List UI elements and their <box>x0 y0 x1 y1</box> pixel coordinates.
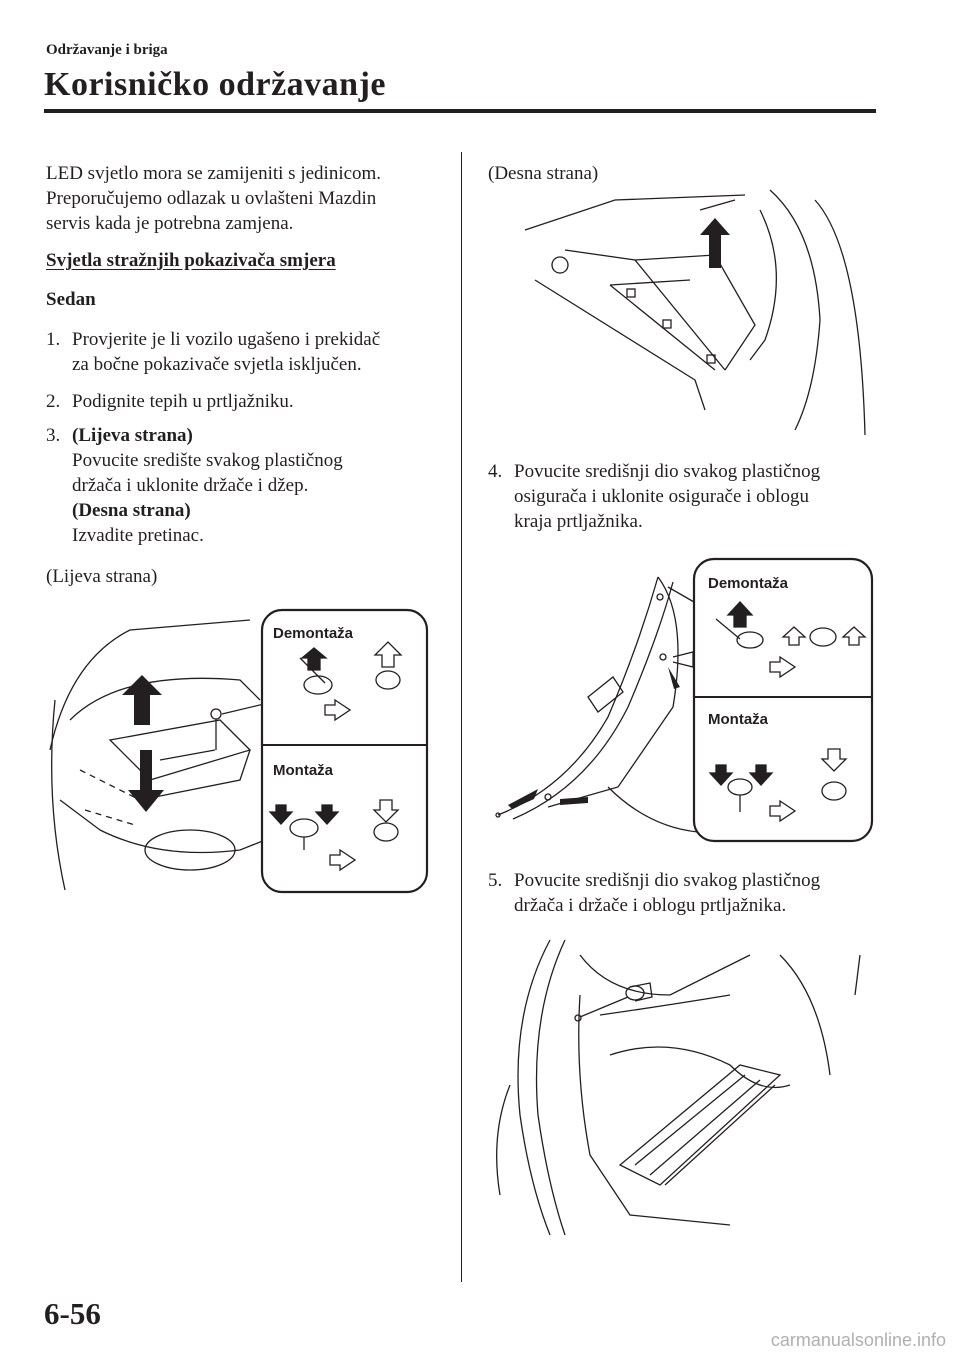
subheading: Sedan <box>46 289 96 310</box>
lining-linework <box>497 940 860 1235</box>
label-demontaza: Demontaža <box>708 575 789 592</box>
step-line: Povucite središnji dio svakog plastičnog <box>514 461 821 482</box>
title-rule <box>44 109 876 113</box>
step3-right-label: (Desna strana) <box>72 500 191 521</box>
clip-icon <box>211 709 221 750</box>
label-montaza: Montaža <box>273 762 333 779</box>
step-number: 4. <box>488 461 503 482</box>
page-number: 6-56 <box>44 1296 101 1331</box>
section-label: Održavanje i briga <box>46 42 168 58</box>
clip-icon <box>575 983 652 1021</box>
up-arrow-icon <box>700 218 730 268</box>
step-5 <box>488 868 820 918</box>
step-4 <box>488 459 820 534</box>
step-number: 5. <box>488 870 503 891</box>
column-divider <box>461 152 462 1282</box>
step-line: držača i uklonite držače i džep. <box>72 475 309 496</box>
callout-box <box>694 559 872 841</box>
trunk-linework <box>525 190 865 435</box>
intro-line: Preporučujemo odlazak u ovlašteni Mazdin <box>46 188 377 209</box>
down-arrow-icon <box>128 750 164 812</box>
intro-line: LED svjetlo mora se zamijeniti s jedinicom. <box>46 163 382 184</box>
label-montaza: Montaža <box>708 711 768 728</box>
intro-line: servis kada je potrebna zamjena. <box>46 213 294 234</box>
step-line: Podignite tepih u prtljažniku. <box>72 391 294 412</box>
watermark: carmanualsonline.info <box>770 1330 946 1350</box>
step-line: za bočne pokazivače svjetla isključen. <box>72 354 362 375</box>
step-line: kraja prtljažnika. <box>514 511 643 532</box>
step-line: Izvadite pretinac. <box>72 525 204 546</box>
up-arrow-icon <box>122 675 162 725</box>
figure-trunk-lining <box>490 935 875 1240</box>
trim-linework <box>496 577 698 832</box>
step-line: Povucite središnji dio svakog plastičnog <box>514 870 821 891</box>
pointer-arrow-icon <box>508 789 538 809</box>
pointer-arrow-icon <box>668 667 680 689</box>
intro-paragraph <box>46 161 381 236</box>
label-demontaza: Demontaža <box>273 625 354 642</box>
step-line: osigurača i uklonite osigurače i oblogu <box>514 486 809 507</box>
callout-box <box>262 610 427 892</box>
step-3 <box>46 423 343 548</box>
step-1 <box>46 327 380 377</box>
trunk-linework <box>50 620 265 890</box>
figure-right-trunk <box>515 190 875 435</box>
step-number: 1. <box>46 329 61 350</box>
page-title: Korisničko održavanje <box>44 66 386 103</box>
step3-left-label: (Lijeva strana) <box>72 425 193 446</box>
step-number: 3. <box>46 425 61 446</box>
step-line: Povucite središte svakog plastičnog <box>72 450 343 471</box>
pointer-arrow-icon <box>560 797 588 805</box>
step-line: Provjerite je li vozilo ugašeno i prekidač <box>72 329 381 350</box>
figure-caption-left: (Lijeva strana) <box>46 566 158 587</box>
figure-caption-right: (Desna strana) <box>488 163 599 184</box>
figure-left-trunk <box>40 600 440 900</box>
step-2 <box>46 389 294 414</box>
section-heading: Svjetla stražnjih pokazivača smjera <box>46 250 336 271</box>
step-number: 2. <box>46 391 61 412</box>
figure-trunk-trim <box>488 557 883 847</box>
step-line: držača i držače i oblogu prtljažnika. <box>514 895 787 916</box>
